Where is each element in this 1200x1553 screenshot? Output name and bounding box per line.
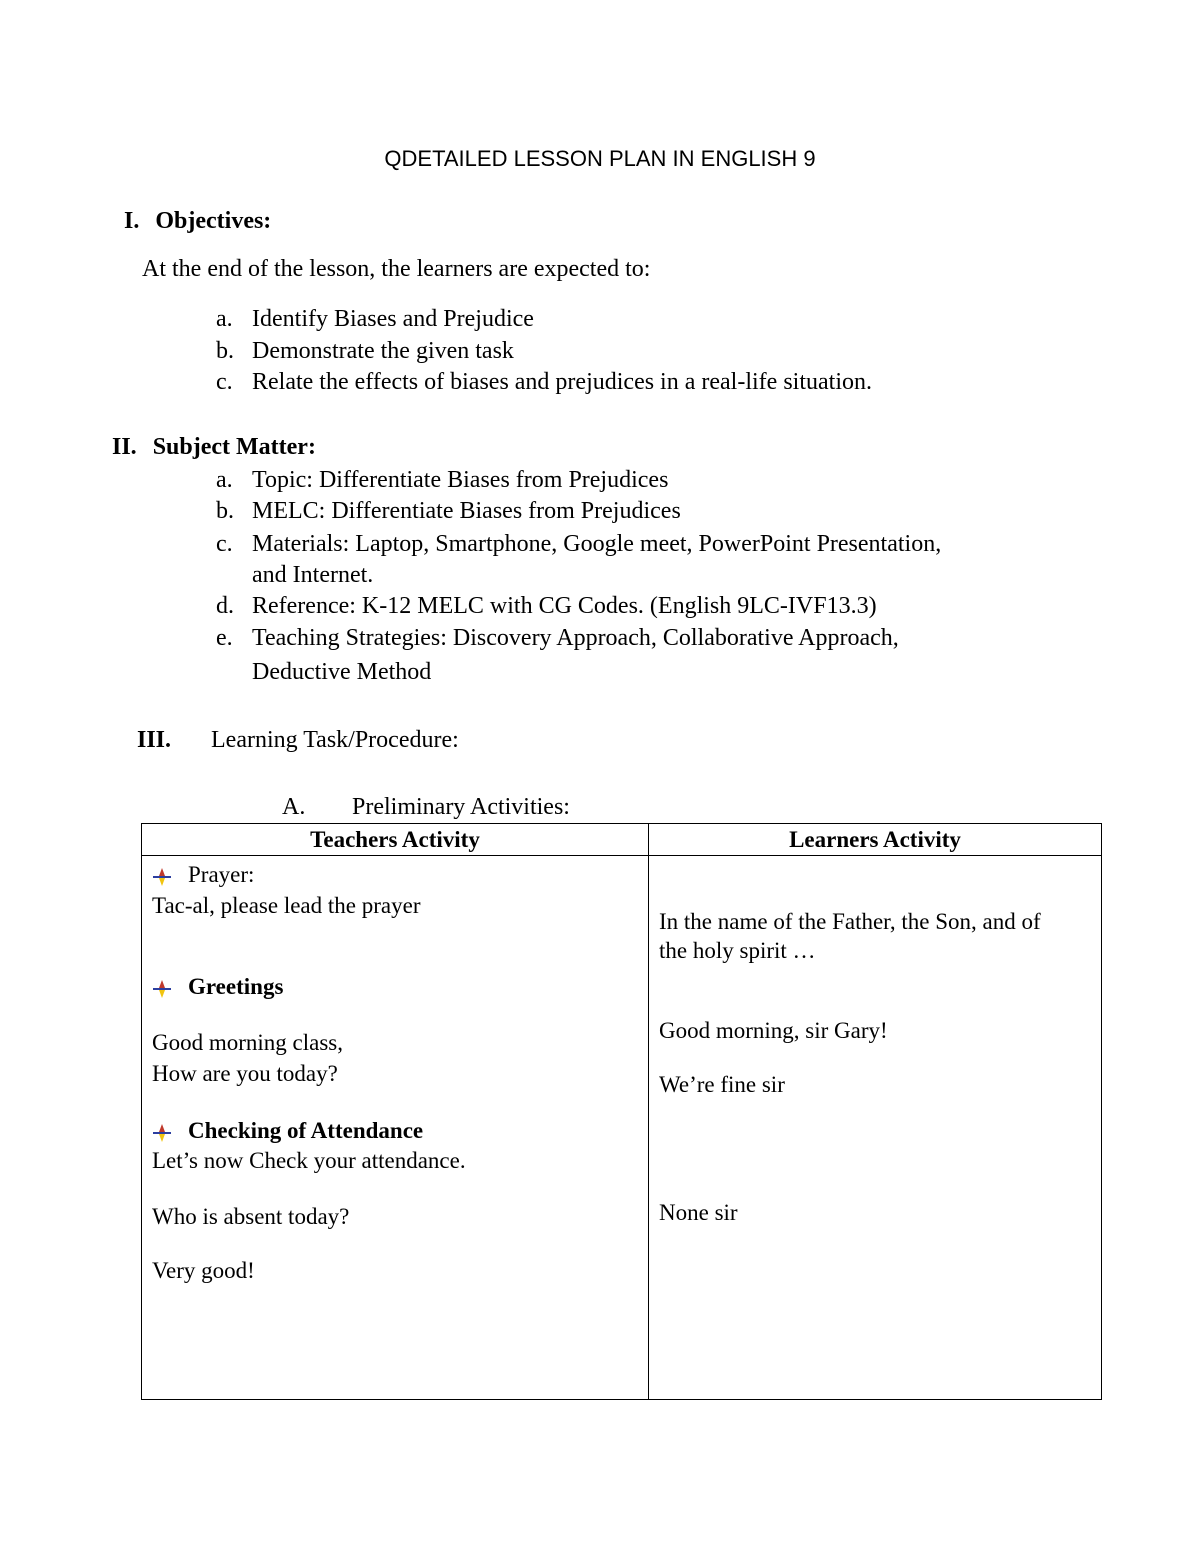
table-header-row: [142, 824, 1102, 856]
section-title: Objectives:: [155, 208, 272, 234]
list-text: MELC: Differentiate Biases from Prejudices: [252, 498, 681, 524]
arrow-bullet-icon: [152, 867, 188, 887]
activity-table: [141, 823, 1102, 1400]
list-marker: e.: [216, 625, 233, 651]
arrow-bullet-icon: [152, 1123, 188, 1143]
list-marker: d.: [216, 593, 234, 619]
prayer-response-line2: the holy spirit …: [659, 938, 816, 963]
greeting-line: Good morning class,: [152, 1030, 344, 1055]
greetings-label: Greetings: [188, 974, 284, 999]
list-text-continuation: Deductive Method: [252, 659, 432, 685]
list-text: Identify Biases and Prejudice: [252, 306, 534, 332]
subsection-heading: [282, 794, 570, 821]
list-item: [216, 338, 514, 365]
attendance-text: Let’s now Check your attendance.: [152, 1148, 466, 1173]
absent-question: Who is absent today?: [152, 1204, 350, 1229]
section-marker: III.: [137, 727, 172, 753]
greeting-question: How are you today?: [152, 1061, 338, 1086]
list-item: [216, 593, 877, 620]
list-item: [216, 531, 941, 558]
section-objectives-heading: [124, 208, 271, 235]
learner-activity-cell: [649, 856, 1102, 1400]
attendance-item: [152, 1118, 423, 1144]
subsection-marker: A.: [282, 794, 306, 820]
section-procedure-heading: [137, 727, 459, 754]
attendance-label: Checking of Attendance: [188, 1118, 424, 1143]
list-item: [216, 306, 534, 333]
list-text: Demonstrate the given task: [252, 338, 514, 364]
list-marker: b.: [216, 338, 234, 364]
page-title: QDETAILED LESSON PLAN IN ENGLISH 9: [384, 146, 816, 171]
section-subject-matter-heading: [112, 434, 316, 461]
list-text: Reference: K-12 MELC with CG Codes. (English 9LC-IVF13.3): [252, 593, 877, 619]
list-text-continuation: and Internet.: [252, 562, 374, 588]
list-marker: a.: [216, 467, 233, 493]
greetings-item: [152, 974, 283, 1000]
list-marker: c.: [216, 531, 233, 557]
fine-response: We’re fine sir: [659, 1072, 785, 1097]
column-header-learners: Learners Activity: [649, 824, 1102, 856]
list-marker: a.: [216, 306, 233, 332]
teacher-activity-cell: [142, 856, 649, 1400]
list-text: Relate the effects of biases and prejudices in a real-life situation.: [252, 369, 872, 395]
section-marker: I.: [124, 208, 140, 234]
greeting-response: Good morning, sir Gary!: [659, 1018, 888, 1043]
prayer-text: Tac-al, please lead the prayer: [152, 893, 421, 918]
list-text: Materials: Laptop, Smartphone, Google meet, PowerPoint Presentation,: [252, 531, 942, 557]
absent-response: None sir: [659, 1200, 738, 1225]
praise-text: Very good!: [152, 1258, 255, 1283]
list-text: Topic: Differentiate Biases from Prejudices: [252, 467, 669, 493]
objectives-intro: At the end of the lesson, the learners are expected to:: [142, 256, 651, 282]
list-marker: b.: [216, 498, 234, 524]
prayer-response-line1: In the name of the Father, the Son, and of: [659, 909, 1041, 934]
prayer-item: [152, 862, 254, 888]
table-row: [142, 856, 1102, 1400]
list-item: [216, 625, 899, 652]
list-marker: c.: [216, 369, 233, 395]
list-text: Teaching Strategies: Discovery Approach, Collaborative Approach,: [252, 625, 899, 651]
arrow-bullet-icon: [152, 979, 188, 999]
prayer-label: Prayer:: [188, 862, 255, 887]
section-title: Learning Task/Procedure:: [211, 727, 459, 753]
subsection-title: Preliminary Activities:: [352, 794, 570, 820]
section-marker: II.: [112, 434, 137, 460]
list-item: [216, 369, 872, 396]
section-title: Subject Matter:: [152, 434, 316, 460]
column-header-teachers: Teachers Activity: [142, 824, 649, 856]
list-item: [216, 467, 668, 494]
list-item: [216, 498, 681, 525]
